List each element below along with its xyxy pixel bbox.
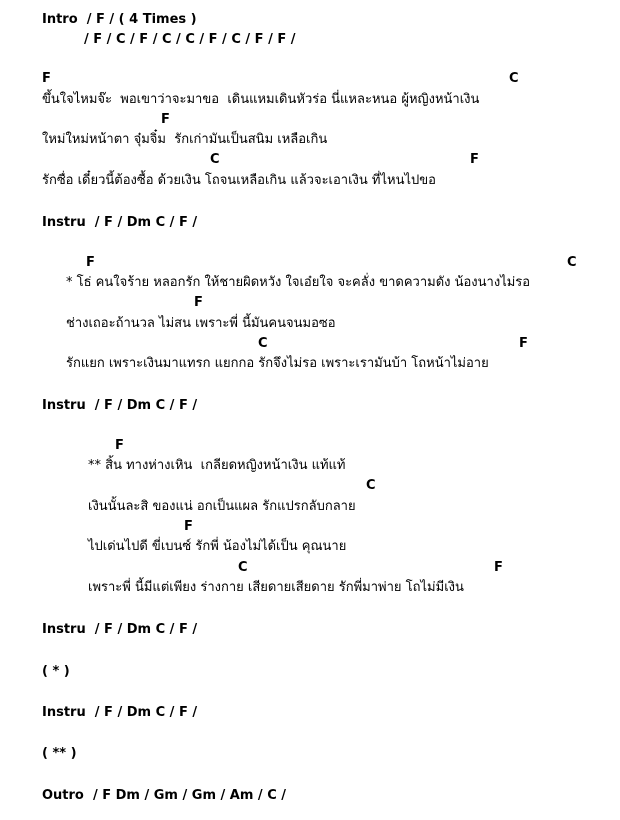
lyric-line: ไปเด่นไปดี ขี่เบนซ์ รักพี่ น้องไม่ได้เป็น คุณนาย — [88, 539, 347, 554]
instru-line — [42, 398, 197, 414]
intro-label: Intro — [42, 12, 78, 27]
chord: C — [366, 478, 376, 493]
instru-chords: / F / Dm C / F / — [94, 705, 198, 720]
outro-chords: / F Dm / Gm / Gm / Am / C / — [92, 788, 287, 803]
chord: F — [184, 519, 193, 534]
repeat-marker: ( ** ) — [42, 746, 77, 761]
chord: F — [519, 336, 528, 351]
instru-line — [42, 705, 197, 721]
chord: C — [238, 560, 248, 575]
chord: F — [161, 112, 170, 127]
chord: F — [42, 71, 51, 86]
outro-line — [42, 788, 286, 804]
repeat-marker: ( * ) — [42, 664, 70, 679]
intro-line — [42, 12, 197, 28]
chord: C — [509, 71, 519, 86]
instru-label: Instru — [42, 705, 86, 720]
chord: C — [567, 255, 577, 270]
instru-label: Instru — [42, 622, 86, 637]
intro-chords-1: / F / ( 4 Times ) — [86, 12, 197, 27]
lyric-line: เงินนั้นละสิ ของแน่ อกเป็นแผล รักแปรกลับกลาย — [88, 499, 356, 514]
lyric-line: เพราะพี่ นี้มีแต่เพียง ร่างกาย เสียดายเสียดาย รักพี่มาพ่าย โถไม่มีเงิน — [88, 580, 464, 595]
lyric-line: ขึ้นใจไหมจ๊ะ พอเขาว่าจะมาขอ เดินแหมเดินหัวร่อ นี่แหละหนอ ผู้หญิงหน้าเงิน — [42, 92, 480, 107]
instru-label: Instru — [42, 398, 86, 413]
lyric-line: ใหม่ใหม่หน้าตา จุ๋มจิ๋ม รักเก่ามันเป็นสนิม เหลือเกิน — [42, 132, 328, 147]
lyric-line: รักซื่อ เดี๋ยวนี้ต้องซื้อ ด้วยเงิน โถจนเหลือเกิน แล้วจะเอาเงิน ที่ไหนไปขอ — [42, 173, 436, 188]
outro-label: Outro — [42, 788, 84, 803]
lyric-line: * โธ่ คนใจร้าย หลอกรัก ให้ชายผิดหวัง ใจเอ๋ยใจ จะคลั่ง ขาดความดัง น้องนางไม่รอ — [66, 275, 531, 290]
lyric-line: รักแยก เพราะเงินมาแทรก แยกกอ รักจึงไม่รอ เพราะเรามันบ้า โถหน้าไม่อาย — [66, 356, 489, 371]
instru-line — [42, 622, 197, 638]
chord: F — [470, 152, 479, 167]
instru-chords: / F / Dm C / F / — [94, 215, 198, 230]
instru-line — [42, 215, 197, 231]
lyric-line: ช่างเถอะถ้านวล ไม่สน เพราะพี่ นี้มันคนจนมอซอ — [66, 316, 336, 331]
instru-chords: / F / Dm C / F / — [94, 398, 198, 413]
chord: F — [494, 560, 503, 575]
instru-label: Instru — [42, 215, 86, 230]
chord: F — [86, 255, 95, 270]
chord: F — [194, 295, 203, 310]
intro-chords-2: / F / C / F / C / C / F / C / F / F / — [84, 32, 296, 47]
chord: F — [115, 438, 124, 453]
chord: C — [210, 152, 220, 167]
chord: C — [258, 336, 268, 351]
lyric-line: ** สิ้น ทางห่างเหิน เกลียดหญิงหน้าเงิน แท้แท้ — [88, 458, 346, 473]
instru-chords: / F / Dm C / F / — [94, 622, 198, 637]
